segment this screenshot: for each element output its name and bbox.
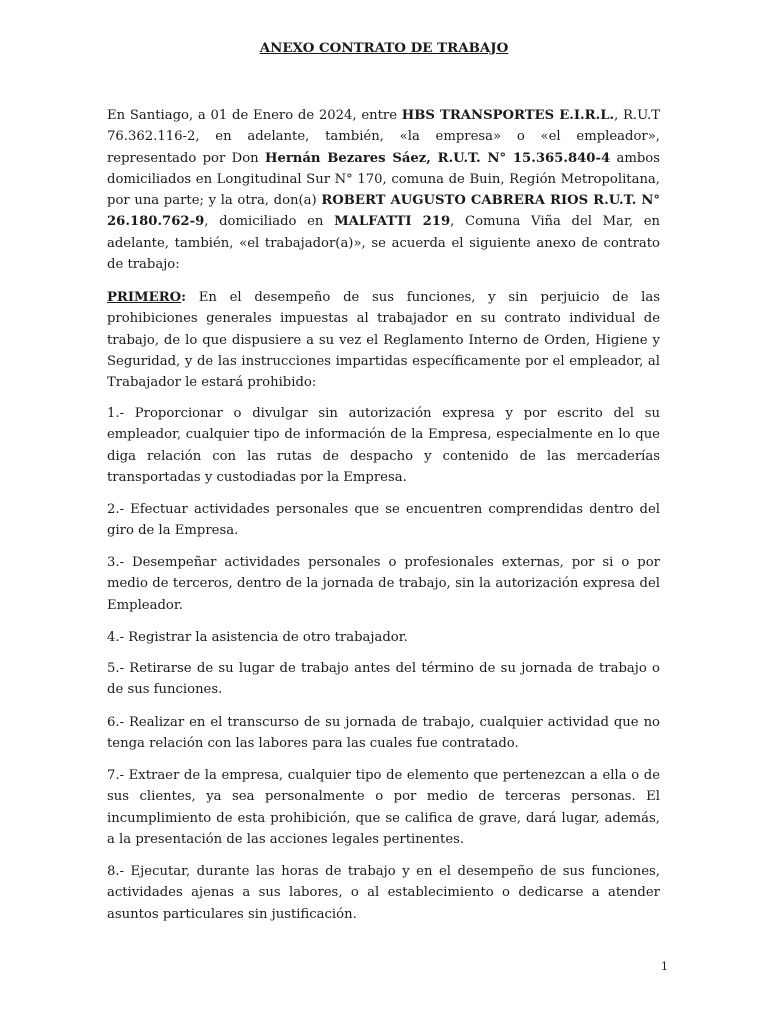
list-item: 3.- Desempeñar actividades personales o profesionales externas, por si o por medio de terceros, dentro de la jornada de trabajo, sin la autorización expresa del Empleador. bbox=[107, 555, 660, 613]
intro-text-2: , R.U.T 76.362.116-2, en adelante, también, «la empresa» o «el empleador», representado por Don bbox=[107, 108, 661, 166]
list-item: 2.- Efectuar actividades personales que se encuentren comprendidas dentro del giro de la Empresa. bbox=[107, 502, 660, 539]
primero-label: PRIMERO bbox=[107, 290, 182, 305]
representative: Hernán Bezares Sáez, R.U.T. N° 15.365.840-4 bbox=[265, 150, 611, 166]
primero-paragraph bbox=[107, 287, 660, 393]
intro-text-4: , domiciliado en bbox=[204, 214, 335, 230]
worker-address: MALFATTI 219 bbox=[334, 214, 451, 230]
list-item: 7.- Extraer de la empresa, cualquier tipo de elemento que pertenezcan a ella o de sus clientes, ya sea personalmente o por medio de terceras personas. El incumplimiento de esta prohibición, que se califica de grave, dará lugar, además, a la presentación de las acciones legales pertinentes. bbox=[107, 768, 660, 847]
list-item: 5.- Retirarse de su lugar de trabajo antes del término de su jornada de trabajo o de sus funciones. bbox=[107, 661, 660, 698]
intro-text-3: ambos domiciliados en Longitudinal Sur N° 170, comuna de Buin, Región Metropolitana, por una parte; y la otra, don(a) bbox=[107, 150, 660, 209]
primero-colon: : bbox=[181, 290, 187, 305]
document-title: ANEXO CONTRATO DE TRABAJO bbox=[259, 40, 509, 56]
worker-name: ROBERT AUGUSTO CABRERA RIOS R.U.T. N° 26.180.762-9 bbox=[107, 193, 660, 230]
list-item: 4.- Registrar la asistencia de otro trabajador. bbox=[107, 630, 408, 645]
page-number: 1 bbox=[661, 960, 668, 973]
list-item: 8.- Ejecutar, durante las horas de trabajo y en el desempeño de sus funciones, actividades ajenas a sus labores, o al establecimiento o dedicarse a atender asuntos particulares sin justificación. bbox=[107, 864, 660, 922]
intro-text-5: , Comuna Viña del Mar, en adelante, también, «el trabajador(a)», se acuerda el siguiente anexo de contrato de trabajo: bbox=[107, 214, 661, 273]
company-name: HBS TRANSPORTES E.I.R.L. bbox=[401, 108, 615, 123]
list-item: 1.- Proporcionar o divulgar sin autorización expresa y por escrito del su empleador, cualquier tipo de información de la Empresa, especialmente en lo que diga relación con las rutas de despacho y contenido de las mercaderías transportadas y custodiadas por la Empresa. bbox=[107, 406, 660, 485]
intro-text-1: En Santiago, a 01 de Enero de 2024, entre bbox=[107, 108, 402, 123]
primero-text: En el desempeño de sus funciones, y sin perjuicio de las prohibiciones generales impuestas al trabajador en su contrato individual de trabajo, de lo que dispusiere a su vez el Reglamento Interno de Orden, Higiene y Seguridad, y de las instrucciones impartidas específicamente por el empleador, al Trabajador le estará prohibido: bbox=[107, 290, 660, 391]
list-item: 6.- Realizar en el transcurso de su jornada de trabajo, cualquier actividad que no tenga relación con las labores para las cuales fue contratado. bbox=[107, 715, 660, 752]
intro-paragraph bbox=[107, 105, 660, 275]
